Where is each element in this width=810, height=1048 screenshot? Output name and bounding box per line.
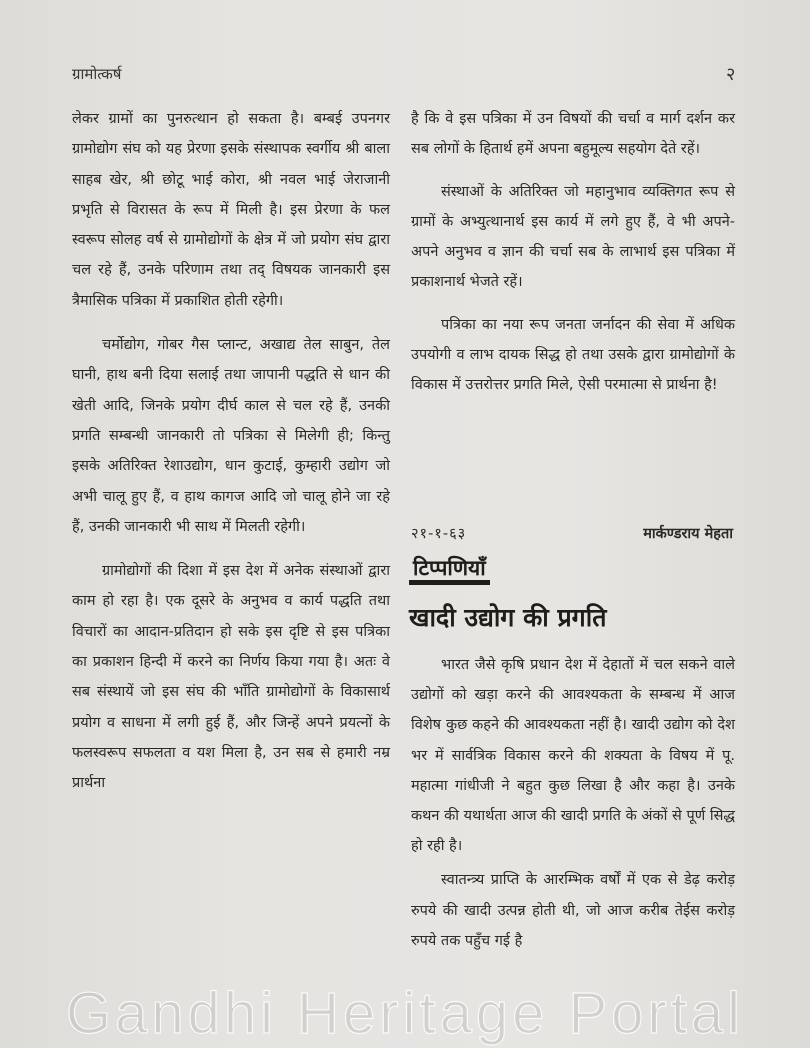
- watermark: Gandhi Heritage Portal: [66, 981, 744, 1046]
- article-heading: खादी उद्योग की प्रगति: [409, 603, 607, 632]
- right-paragraph-2: संस्थाओं के अतिरिक्त जो महानुभाव व्यक्तिगत रूप से ग्रामों के अभ्युत्थानार्थ इस कार्य में लगे हुए हैं, वे भी अपने-अपने अनुभव व ज्ञान की चर्चा सब के लाभार्थ इस पत्रिका में प्रकाशनार्थ भेजते रहें।: [411, 183, 735, 291]
- running-header-title: ग्रामोत्कर्ष: [72, 65, 122, 83]
- notes-section-label: टिप्पणियाँ: [409, 556, 490, 585]
- left-column: [72, 104, 390, 799]
- signature-date: २१-१-६३: [411, 526, 467, 542]
- article-body: [411, 650, 735, 956]
- article-paragraph-2: स्वातन्त्र्य प्राप्ति के आरम्भिक वर्षों में एक से डेढ़ करोड़ रुपये की खादी उत्पन्न होती थी, जो आज करीब तेईस करोड़ रुपये तक पहुँच गई है: [411, 872, 735, 949]
- left-paragraph-2: चर्मोद्योग, गोबर गैस प्लान्ट, अखाद्य तेल साबुन, तेल घानी, हाथ बनी दिया सलाई तथा जापानी पद्धति से धान की खेती आदि, जिनके प्रयोग दीर्घ काल से चल रहे हैं, उनकी प्रगति सम्बन्धी जानकारी तो पत्रिका से मिलेगी ही; किन्तु इसके अतिरिक्त रेशाउद्योग, धान कुटाई, कुम्हारी उद्योग जो अभी चालू हुए हैं, व हाथ कागज आदि जो चालू होने जा रहे हैं, उनकी जानकारी भी साथ में मिलती रहेगी।: [72, 337, 390, 535]
- left-paragraph-3: ग्रामोद्योगों की दिशा में इस देश में अनेक संस्थाओं द्वारा काम हो रहा है। एक दूसरे के अनुभव व कार्य पद्धति तथा विचारों का आदान-प्रतिदान हो सके इस दृष्टि से इस पत्रिका का प्रकाशन हिन्दी में करने का निर्णय किया गया है। अतः वे सब संस्थायें जो इस संघ की भाँति ग्रामोद्योगों के विकासार्थ प्रयोग व साधना में लगी हुई हैं, और जिन्हें अपने प्रयत्नों के फलस्वरूप सफलता व यश मिला है, उन सब से हमारी नम्र प्रार्थना: [72, 563, 390, 792]
- right-paragraph-1: है कि वे इस पत्रिका में उन विषयों की चर्चा व मार्ग दर्शन कर सब लोगों के हितार्थ हमें अपना बहुमूल्य सहयोग देते रहें।: [411, 111, 735, 158]
- right-paragraph-3: पत्रिका का नया रूप जनता जर्नादन की सेवा में अधिक उपयोगी व लाभ दायक सिद्ध हो तथा उसके द्वारा ग्रामोद्योगों के विकास में उत्तरोत्तर प्रगति मिले, ऐसी परमात्मा से प्रार्थना है!: [411, 316, 735, 394]
- article-paragraph-1: भारत जैसे कृषि प्रधान देश में देहातों में चल सकने वाले उद्योगों को खड़ा करने की आवश्यकता के सम्बन्ध में आज विशेष कुछ कहने की आवश्यकता नहीं है। खादी उद्योग को देश भर में सार्वत्रिक विकास करने की शक्यता के विषय में पू. महात्मा गांधीजी ने बहुत कुछ लिखा है और कहा है। उनके कथन की यथार्थता आज की खादी प्रगति के अंकों से पूर्ण सिद्ध हो रही है।: [411, 657, 735, 855]
- signature-name: मार्कण्डराय मेहता: [643, 526, 733, 542]
- editorial-signature: [411, 523, 733, 543]
- right-column: [411, 104, 735, 401]
- page-number: २: [726, 64, 736, 85]
- left-paragraph-1: लेकर ग्रामों का पुनरुत्थान हो सकता है। बम्बई उपनगर ग्रामोद्योग संघ को यह प्रेरणा इसके संस्थापक स्वर्गीय श्री बाला साहब खेर, श्री छोटू भाई कोरा, श्री नवल भाई जेराजानी प्रभृति से विरासत के रूप में मिली है। इस प्रेरणा के फल स्वरूप सोलह वर्ष से ग्रामोद्योगों के क्षेत्र में जो प्रयोग संघ द्वारा चल रहे हैं, उनके परिणाम तथा तद् विषयक जानकारी इस त्रैमासिक पत्रिका में प्रकाशित होती रहेगी।: [72, 111, 390, 309]
